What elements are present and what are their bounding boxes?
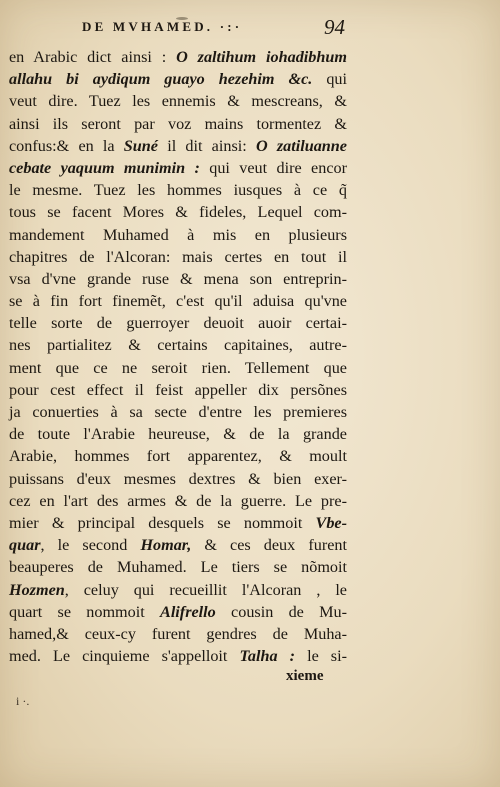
italic-text: quar xyxy=(9,536,41,555)
roman-text: se à fin fort finemẽt, c'est qu'il aduisa qu'vne xyxy=(9,292,347,311)
roman-text: le si- xyxy=(295,647,347,666)
roman-text: veut dire. Tuez les ennemis & mescreans, & xyxy=(9,92,347,111)
text-line xyxy=(9,579,347,601)
roman-text: ja conuerties à sa secte d'entre les premieres xyxy=(9,403,347,421)
roman-text: qui xyxy=(312,70,347,89)
text-line xyxy=(9,179,347,201)
italic-text: cebate yaquum munimin : xyxy=(9,158,200,177)
roman-text: hamed,& ceux-cy furent gendres de Muha- xyxy=(9,624,347,643)
roman-text: pour cest effect il feist appeller dix persõnes xyxy=(9,380,347,399)
text-line xyxy=(9,512,347,534)
text-line xyxy=(9,334,347,356)
roman-text: confus:& en la xyxy=(9,136,124,155)
roman-text: quart se nommoit xyxy=(9,602,161,621)
roman-text: mandement Muhamed à mis en plusieurs xyxy=(9,225,347,244)
text-line xyxy=(9,68,347,90)
italic-text: Talha : xyxy=(239,647,296,666)
roman-text: le mesme. Tuez les hommes iusques à ce q̃ xyxy=(9,181,347,200)
text-line xyxy=(9,290,347,312)
catchword: xieme xyxy=(286,668,324,684)
text-line xyxy=(9,113,347,135)
text-line xyxy=(9,268,347,290)
text-line xyxy=(9,401,347,423)
text-line xyxy=(9,490,347,512)
roman-text: cousin de Mu- xyxy=(215,602,348,621)
running-head-title: DE MVHAMED. xyxy=(82,19,214,34)
text-line xyxy=(9,645,347,667)
roman-text: telle sorte de guerroyer deuoit auoir certai- xyxy=(9,314,347,333)
italic-text: allahu bi aydiqum guayo hezehim &c. xyxy=(9,70,313,89)
italic-text: Suné xyxy=(123,136,158,155)
text-line xyxy=(9,246,347,268)
roman-text: mier & principal desquels se nommoit xyxy=(9,513,316,532)
roman-text: , celuy qui recueillit l'Alcoran , le xyxy=(64,580,347,599)
italic-text: O zatiluanne xyxy=(255,136,347,155)
page-header xyxy=(0,15,500,49)
italic-text: Hozmen xyxy=(9,580,65,599)
roman-text: Arabie, hommes fort apparentez, & moult xyxy=(9,447,347,466)
roman-text: cez en l'art des armes & de la guerre. Le pre- xyxy=(9,491,347,510)
roman-text: en Arabic dict ainsi : xyxy=(9,48,177,66)
text-line xyxy=(9,601,347,623)
italic-text: Vbe- xyxy=(315,513,347,532)
text-line xyxy=(9,135,347,157)
roman-text: il dit ainsi: xyxy=(158,136,256,155)
text-line xyxy=(9,201,347,223)
roman-text: puissans d'eux mesmes dextres & bien exer- xyxy=(9,469,347,488)
text-line xyxy=(9,423,347,445)
italic-text: Alifrello xyxy=(160,602,216,621)
roman-text: ainsi ils seront par voz mains tormentez & xyxy=(9,114,347,133)
text-line xyxy=(9,534,347,556)
text-line xyxy=(9,468,347,490)
roman-text: qui veut dire encor xyxy=(199,158,347,177)
roman-text: , le second xyxy=(40,536,141,555)
text-line xyxy=(9,623,347,645)
text-line xyxy=(9,224,347,246)
text-line xyxy=(9,90,347,112)
signature-mark: i ·. xyxy=(16,694,30,708)
roman-text: med. Le cinquieme s'appelloit xyxy=(9,647,240,666)
roman-text: & ces deux furent xyxy=(191,536,347,555)
running-head xyxy=(82,19,242,35)
text-line xyxy=(9,312,347,334)
roman-text: ment que ce ne seroit rien. Tellement que xyxy=(9,358,347,377)
text-line xyxy=(9,379,347,401)
text-line xyxy=(9,46,347,68)
roman-text: vsa d'vne grande ruse & mena son entreprin- xyxy=(9,269,347,288)
ink-smudge xyxy=(176,17,188,20)
body-text xyxy=(9,46,347,667)
roman-text: nes partialitez & certains capitaines, autre- xyxy=(9,336,347,355)
text-line xyxy=(9,157,347,179)
page-number: 94 xyxy=(324,15,345,39)
italic-text: O zaltihum iohadibhum xyxy=(176,48,347,66)
roman-text: beauperes de Muhamed. Le tiers se nõmoit xyxy=(9,558,347,577)
text-line xyxy=(9,357,347,379)
roman-text: tous se facent Mores & fideles, Lequel com- xyxy=(9,203,347,222)
text-line xyxy=(9,445,347,467)
italic-text: Homar, xyxy=(140,536,192,555)
roman-text: de toute l'Arabie heureuse, & de la grande xyxy=(9,425,347,444)
running-head-ornament: ·:· xyxy=(219,19,243,34)
text-line xyxy=(9,556,347,578)
roman-text: chapitres de l'Alcoran: mais certes en tout il xyxy=(9,247,347,266)
